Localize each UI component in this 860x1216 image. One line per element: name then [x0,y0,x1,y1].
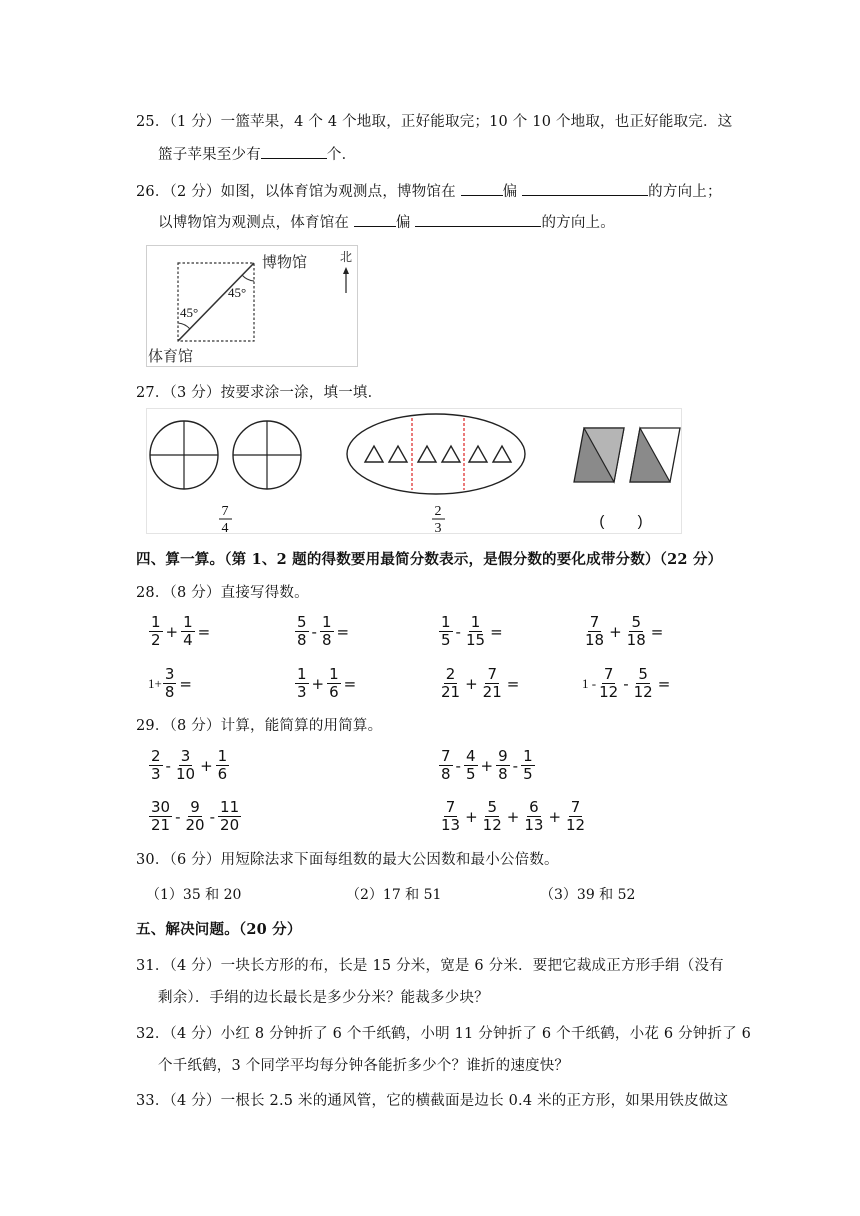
circle-2[interactable] [233,421,301,489]
parallelogram-2[interactable] [630,428,680,482]
q26-line1 [136,181,722,202]
q27-answer-paren[interactable]: ( ) [599,513,643,530]
q29-expr-1[interactable]: $\frac{2}{3}$ - $\frac{3}{10}$ + $\frac{1}{6}$ [151,747,228,783]
q25-line2 [158,144,356,165]
q31-line1: 31．（4 分）一块长方形的布，长是 15 分米，宽是 6 分米．要把它裁成正方形手绢（没有 [136,958,724,974]
q25-text-b: 个． [326,147,357,163]
q25-line1: 25．（1 分）一篮苹果，4 个 4 个地取，正好能取完；10 个 10 个地取，也正好能取完．这 [136,114,733,130]
section5-title: 五、解决问题。（20 分） [136,921,302,938]
angle-label-1: 45° [180,305,199,320]
gym-label: 体育馆 [148,347,194,365]
q26-blank-1[interactable] [461,181,503,196]
q33-line1: 33．（4 分）一根长 2.5 米的通风管，它的横截面是边长 0.4 米的正方形，如果用铁皮做这 [136,1093,729,1109]
q28-expr-2[interactable]: $\frac{5}{8}$ - $\frac{1}{8}$ = [297,613,350,649]
q27-frac2-num: 2 [434,504,442,519]
q28-expr-1[interactable]: $\frac{1}{2}$ + $\frac{1}{4}$ = [151,613,211,649]
q29-expr-4[interactable]: $\frac{7}{13}$ + $\frac{5}{12}$ + $\frac{6}{13}$ + $\frac{7}{12}$ [441,798,586,834]
q27-figure [146,408,682,534]
q27-frac1-num: 7 [221,504,229,519]
q26-text-a1: 26．（2 分）如图，以体育馆为观测点，博物馆在 [136,184,461,200]
q29-title: 29．（8 分）计算，能简算的用简算。 [136,718,383,734]
q26-text-a3: 的方向上； [648,184,722,200]
q28-expr-5[interactable]: 1+ $\frac{3}{8}$ = [148,665,192,701]
q27-title: 27．（3 分）按要求涂一涂，填一填． [136,385,383,401]
q29-expr-3[interactable]: $\frac{30}{21}$ - $\frac{9}{20}$ - $\frac{11}{20}$ [151,798,240,834]
angle-label-2: 45° [228,285,247,300]
connecting-line [178,263,254,341]
q25-text-a: 篮子苹果至少有 [158,147,261,163]
q30-item-1: （1）35 和 20 [146,887,242,903]
q32-line1: 32．（4 分）小红 8 分钟折了 6 个千纸鹤，小明 11 分钟折了 6 个千纸鹤，小花 6 分钟折了 6 [136,1026,752,1042]
north-label: 北 [340,250,353,264]
q26-text-a2: 偏 [502,184,523,200]
q29-expr-2[interactable]: $\frac{7}{8}$ - $\frac{4}{5}$ + $\frac{9}{8}$ - $\frac{1}{5}$ [441,747,533,783]
q26-direction-figure [146,245,358,367]
q26-blank-3[interactable] [354,212,396,227]
q27-frac1-den: 4 [221,521,229,534]
q28-expr-3[interactable]: $\frac{1}{5}$ - $\frac{1}{15}$ = [441,613,503,649]
circle-1[interactable] [150,421,218,489]
q26-blank-2[interactable] [522,181,648,196]
q27-frac2-den: 3 [434,521,442,534]
q30-title: 30．（6 分）用短除法求下面每组数的最大公因数和最小公倍数。 [136,852,559,868]
q26-line2 [158,212,615,233]
q26-text-b2: 偏 [395,215,416,231]
triangles-group[interactable] [365,446,511,462]
q30-item-3: （3）39 和 52 [540,887,636,903]
q26-text-b3: 的方向上。 [541,215,615,231]
q28-expr-6[interactable]: $\frac{1}{3}$ + $\frac{1}{6}$ = [297,665,357,701]
parallelogram-1[interactable] [574,428,624,482]
q30-item-2: （2）17 和 51 [346,887,442,903]
q26-text-b1: 以博物馆为观测点，体育馆在 [158,215,354,231]
q28-expr-8[interactable]: 1 - $\frac{7}{12}$ - $\frac{5}{12}$ = [582,665,671,701]
q32-line2: 个千纸鹤，3 个同学平均每分钟各能折多少个？谁折的速度快？ [158,1058,570,1074]
section4-title: 四、算一算。（第 1、2 题的得数要用最简分数表示，是假分数的要化成带分数）（22 分） [136,551,723,568]
q25-answer-blank[interactable] [261,144,327,159]
q26-blank-4[interactable] [415,212,541,227]
q31-line2: 剩余）．手绢的边长最长是多少分米？能裁多少块？ [158,990,489,1006]
q28-title: 28．（8 分）直接写得数。 [136,585,309,601]
museum-label: 博物馆 [262,253,308,271]
q28-expr-4[interactable]: $\frac{7}{18}$ + $\frac{5}{18}$ = [585,613,664,649]
q28-expr-7[interactable]: $\frac{2}{21}$ + $\frac{7}{21}$ = [441,665,520,701]
